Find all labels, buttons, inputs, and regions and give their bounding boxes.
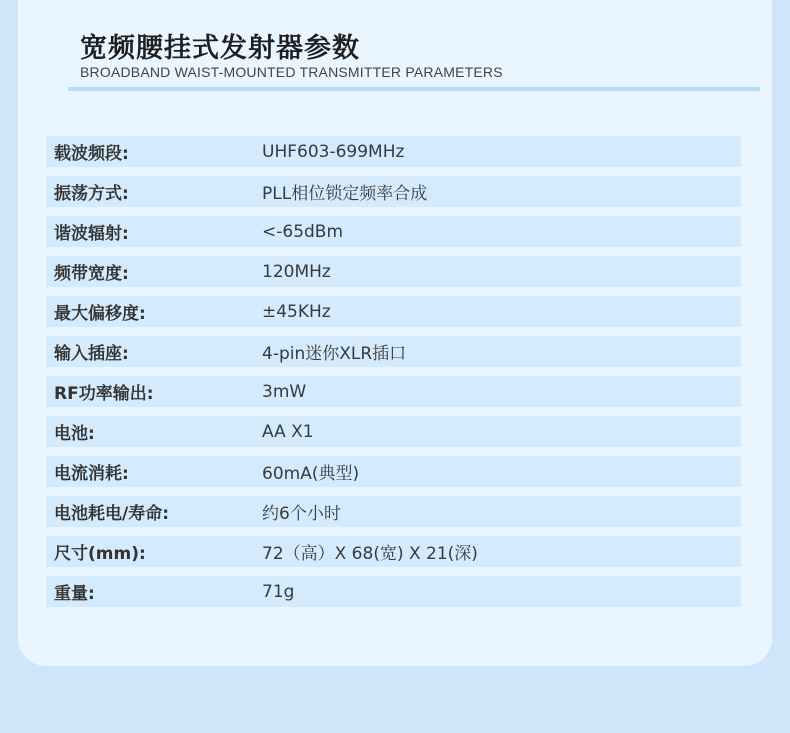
spec-label: 最大偏移度: <box>54 304 146 324</box>
spec-value: AA X1 <box>262 421 314 442</box>
page-subtitle: BROADBAND WAIST-MOUNTED TRANSMITTER PARAMETERS <box>80 64 503 80</box>
spec-value: PLL相位锁定频率合成 <box>262 184 428 204</box>
spec-value: 3mW <box>262 381 307 402</box>
spec-label: 输入插座: <box>54 344 129 364</box>
spec-label: 载波频段: <box>54 144 129 164</box>
spec-label: 频带宽度: <box>54 264 129 284</box>
spec-label: RF功率输出: <box>54 384 154 404</box>
spec-value: 约6个小时 <box>262 504 341 524</box>
spec-value: <-65dBm <box>262 221 344 242</box>
spec-row-bandwidth <box>46 256 741 287</box>
spec-row-harmonic <box>46 216 741 247</box>
spec-row-battery-life <box>46 496 741 527</box>
spec-row-size <box>46 536 741 567</box>
spec-row-rf-power <box>46 376 741 407</box>
spec-label: 重量: <box>54 584 95 604</box>
spec-value: UHF603-699MHz <box>262 141 405 162</box>
spec-row-oscillation <box>46 176 741 207</box>
spec-row-current <box>46 456 741 487</box>
spec-label: 振荡方式: <box>54 184 129 204</box>
spec-table <box>46 136 741 616</box>
spec-value: 71g <box>262 581 295 602</box>
page-title: 宽频腰挂式发射器参数 <box>80 33 360 64</box>
spec-value: 120MHz <box>262 261 331 282</box>
spec-row-carrier-band <box>46 136 741 167</box>
spec-row-battery <box>46 416 741 447</box>
title-divider <box>68 87 760 91</box>
spec-row-deviation <box>46 296 741 327</box>
spec-label: 电池: <box>54 424 95 444</box>
spec-row-input <box>46 336 741 367</box>
spec-label: 谐波辐射: <box>54 224 129 244</box>
spec-label: 电流消耗: <box>54 464 129 484</box>
spec-value: 72（高）X 68(宽) X 21(深) <box>262 544 478 564</box>
spec-value: 60mA(典型) <box>262 464 360 484</box>
spec-row-weight <box>46 576 741 607</box>
spec-label: 尺寸(mm): <box>54 544 146 564</box>
spec-value: 4-pin迷你XLR插口 <box>262 344 407 364</box>
spec-value: ±45KHz <box>262 301 331 322</box>
spec-label: 电池耗电/寿命: <box>54 504 170 524</box>
